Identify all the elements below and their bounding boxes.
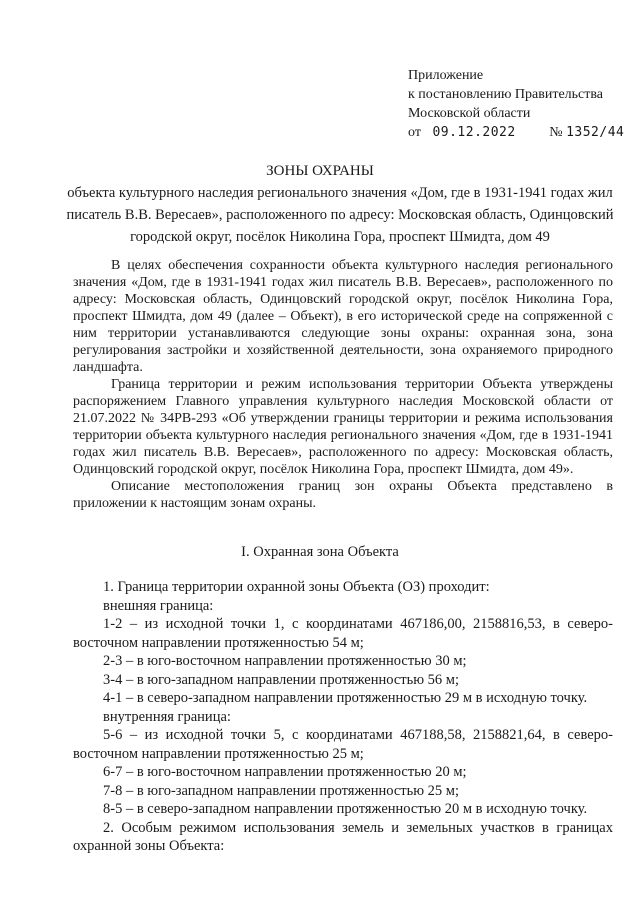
from-label: от: [408, 125, 421, 140]
document-subtitle: объекта культурного наследия регионального значения «Дом, где в 1931-1941 годах жил писатель В.В. Вересаев», расположенного по адресу: Московская область, Одинцовский городской округ, посёлок Николина Гора, проспект Шмидта, дом 49: [66, 185, 614, 245]
list-item: 6-7 – в юго-восточном направлении протяженностью 20 м;: [103, 764, 467, 780]
list-item: 1-2 – из исходной точки 1, с координатами 467186,00, 2158816,53, в северо-восточном направлении протяженностью 54 м;: [73, 616, 613, 651]
intro-text: [73, 257, 613, 512]
intro-paragraph: Описание местоположения границ зон охраны Объекта представлено в приложении к настоящим зонам охраны.: [73, 479, 613, 511]
list-item: 7-8 – в юго-западном направлении протяженностью 25 м;: [103, 782, 460, 799]
list-item: 8-5 – в северо-западном направлении протяженностью 20 м в исходную точку.: [103, 801, 588, 817]
document-title: ЗОНЫ ОХРАНЫ: [266, 163, 374, 179]
list-item: внешняя граница:: [103, 597, 214, 614]
number-label: №: [549, 125, 563, 140]
list-item: 1. Граница территории охранной зоны Объекта (ОЗ) проходит:: [103, 579, 490, 595]
list-item: 3-4 – в юго-западном направлении протяженностью 56 м;: [103, 671, 460, 688]
intro-paragraph: В целях обеспечения сохранности объекта культурного наследия регионального значения «Дом, где в 1931-1941 годах жил писатель В.В. Вересаев», расположенного по адресу: Московская область, Одинцовский городской округ, посёлок Николина Гора, проспект Шмидта, дом 49 (далее – Объект), в его исторической среде на сопряженной с ним территории устанавливаются следующие зоны охраны: охранная зона, зона регулирования застройки и хозяйственной деятельности, зона охраняемого природного ландшафта.: [73, 258, 613, 375]
region-line: Московской области: [408, 106, 531, 121]
list-item: 2-3 – в юго-восточном направлении протяженностью 30 м;: [103, 653, 467, 669]
intro-paragraph: Граница территории и режим использования территории Объекта утверждены распоряжением Главного управления культурного наследия Московской области от 21.07.2022 № 34РВ-293 «Об утверждении границы территории и режима использования территории объекта культурного наследия регионального значения «Дом, где в 1931-1941 годах жил писатель В.В. Вересаев», расположенного по адресу: Московская область, Одинцовский городской округ, посёлок Николина Гора, проспект Шмидта, дом 49».: [73, 377, 613, 477]
section-heading: I. Охранная зона Объекта: [241, 544, 399, 560]
appendix-label: Приложение: [408, 68, 484, 83]
resolution-date: 09.12.2022: [432, 125, 516, 140]
list-item: 2. Особым режимом использования земель и земельных участков в границах охранной зоны Объекта:: [73, 819, 613, 854]
appendix-header: [408, 66, 624, 142]
date-number-line: [408, 123, 624, 142]
list-item: внутренняя граница:: [103, 708, 231, 725]
list-item: 5-6 – из исходной точки 5, с координатами 467188,58, 2158821,64, в северо-восточном направлении протяженностью 25 м;: [73, 727, 613, 762]
resolution-number: 1352/44: [566, 125, 625, 140]
list-item: 4-1 – в северо-западном направлении протяженностью 29 м в исходную точку.: [103, 690, 588, 706]
boundary-description: [73, 578, 613, 856]
resolution-line: к постановлению Правительства: [408, 87, 604, 102]
